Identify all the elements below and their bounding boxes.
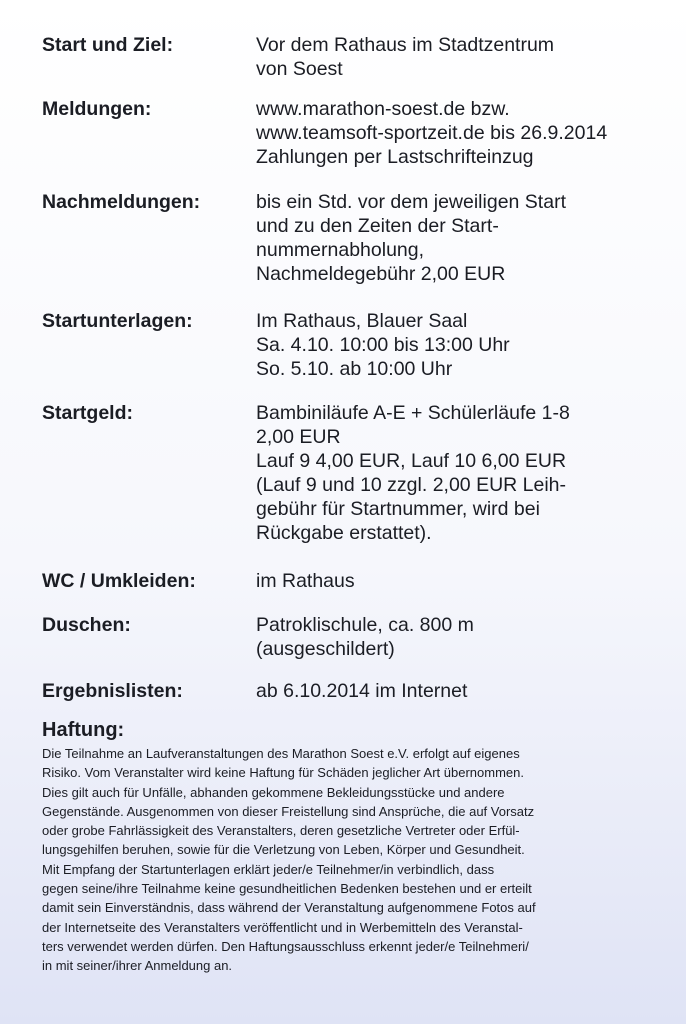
row-label: Meldungen: — [42, 98, 152, 120]
liability-line: Risiko. Vom Veranstalter wird keine Haftung für Schäden jeglicher Art übernommen. — [42, 765, 524, 781]
value-line: Nachmeldegebühr 2,00 EUR — [256, 263, 506, 285]
liability-line: Die Teilnahme an Laufveranstaltungen des Marathon Soest e.V. erfolgt auf eigenes — [42, 746, 520, 761]
liability-heading: Haftung: — [42, 719, 125, 741]
value-line: www.teamsoft-sportzeit.de bis 26.9.2014 — [256, 122, 608, 144]
value-line: Zahlungen per Lastschrifteinzug — [256, 146, 534, 168]
row-label: Startgeld: — [42, 402, 134, 424]
value-line: und zu den Zeiten der Start- — [256, 215, 499, 237]
value-line: (Lauf 9 und 10 zzgl. 2,00 EUR Leih- — [256, 474, 567, 496]
row-value — [256, 97, 676, 169]
row-value — [256, 33, 676, 81]
liability-line: damit sein Einverständnis, dass während der Veranstaltung aufgenommene Fotos auf — [42, 900, 536, 916]
value-line: Sa. 4.10. 10:00 bis 13:00 Uhr — [256, 334, 510, 356]
row-value — [256, 190, 676, 286]
value-line: 2,00 EUR — [256, 426, 341, 448]
row-label: Nachmeldungen: — [42, 191, 201, 213]
liability-line: lungsgehilfen beruhen, sowie für die Verletzung von Leben, Körper und Gesundheit. — [42, 842, 525, 858]
value-line: Rückgabe erstattet). — [256, 522, 432, 544]
row-value — [256, 569, 676, 593]
row-value — [256, 309, 676, 381]
liability-line: oder grobe Fahrlässigkeit des Veranstalters, deren gesetzliche Vertreter oder Erfül- — [42, 823, 520, 839]
value-line: So. 5.10. ab 10:00 Uhr — [256, 358, 453, 380]
row-label: Startunterlagen: — [42, 310, 193, 332]
value-line: www.marathon-soest.de bzw. — [256, 98, 510, 120]
value-line: Lauf 9 4,00 EUR, Lauf 10 6,00 EUR — [256, 450, 567, 472]
row-label: Ergebnislisten: — [42, 680, 183, 702]
liability-line: der Internetseite des Veranstalters veröffentlicht und in Werbemitteln des Veranstal- — [42, 919, 523, 935]
liability-line: in mit seiner/ihrer Anmeldung an. — [42, 958, 233, 974]
liability-text — [42, 744, 672, 976]
value-line: ab 6.10.2014 im Internet — [256, 680, 468, 702]
liability-line: ters verwendet werden dürfen. Den Haftungsausschluss erkennt jeder/e Teilnehmeri/ — [42, 938, 529, 954]
value-line: im Rathaus — [256, 570, 355, 592]
liability-section — [42, 718, 672, 976]
row-value — [256, 679, 676, 703]
value-line: nummernabholung, — [256, 239, 425, 261]
row-value — [256, 613, 676, 661]
value-line: von Soest — [256, 58, 343, 80]
row-label: Start und Ziel: — [42, 34, 174, 56]
value-line: bis ein Std. vor dem jeweiligen Start — [256, 191, 566, 213]
value-line: Vor dem Rathaus im Stadtzentrum — [256, 34, 555, 56]
value-line: Im Rathaus, Blauer Saal — [256, 310, 468, 332]
liability-line: Dies gilt auch für Unfälle, abhanden gekommene Bekleidungsstücke und andere — [42, 784, 505, 800]
row-label: Duschen: — [42, 614, 131, 636]
value-line: gebühr für Startnummer, wird bei — [256, 498, 540, 520]
liability-line: Gegenstände. Ausgenommen von dieser Freistellung sind Ansprüche, die auf Vorsatz — [42, 803, 535, 819]
liability-line: gegen seine/ihre Teilnahme keine gesundheitlichen Bedenken bestehen und er erteilt — [42, 881, 532, 897]
row-label: WC / Umkleiden: — [42, 570, 196, 592]
liability-line: Mit Empfang der Startunterlagen erklärt jeder/e Teilnehmer/in verbindlich, dass — [42, 861, 495, 877]
row-value — [256, 401, 676, 545]
value-line: Patroklischule, ca. 800 m — [256, 614, 474, 636]
value-line: (ausgeschildert) — [256, 638, 395, 660]
value-line: Bambiniläufe A-E + Schülerläufe 1-8 — [256, 402, 570, 424]
